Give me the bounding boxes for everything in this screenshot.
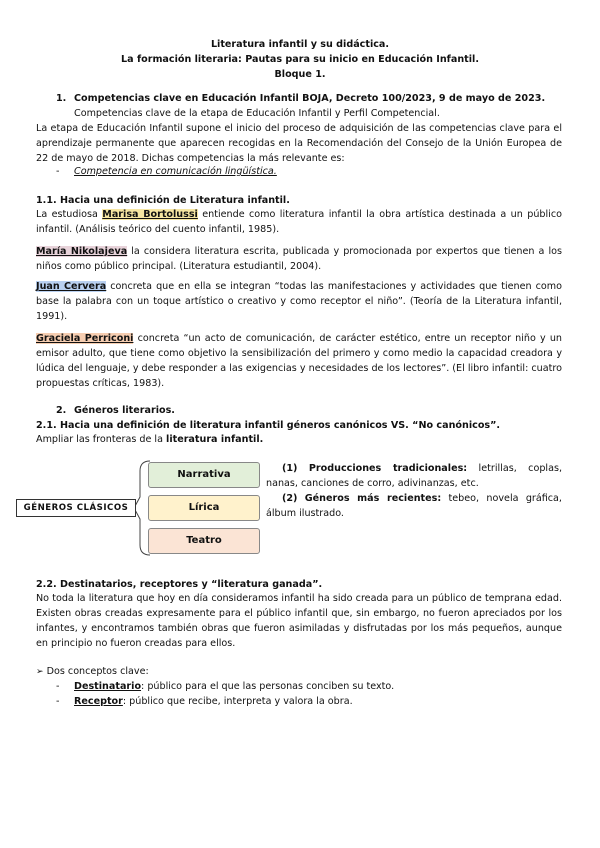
p1-pre: La estudiosa [36,209,103,220]
author-nikolajeva: María Nikolajeva [36,246,128,257]
concept1-term: Destinatario [74,681,142,692]
genre-narrativa-box: Narrativa [148,462,260,488]
section11-title: 1.1. Hacia una definición de Literatura infantil. [36,195,290,206]
section2-amp [36,432,263,447]
doc-title-line2: La formación literaria: Pautas para su inicio en Educación Infantil. [121,54,479,65]
concept2-term: Receptor [74,696,123,707]
main-genres-box: GÉNEROS CLÁSICOS [16,499,136,517]
arrow-bullet-icon: ➢ [36,667,44,677]
section1-number: 1. [56,93,67,104]
amp-bold: literatura infantil. [166,434,264,445]
note-item2-bold: Géneros más recientes: [304,493,442,504]
author-bortolussi: Marisa Bortolussi [102,209,198,220]
section1-title: Competencias clave en Educación Infantil BOJA, Decreto 100/2023, 9 de mayo de 2023. [74,93,546,104]
doc-title-line3: Bloque 1. [274,69,326,80]
genre-teatro-box: Teatro [148,528,260,554]
concept1-text: : público para el que las personas conciben su texto. [141,681,395,692]
concept2-text: : público que recibe, interpreta y valora la obra. [122,696,353,707]
concept1-dash: - [56,681,60,692]
genre-lirica-box: Lírica [148,495,260,521]
concepts-heading [36,664,149,680]
concept2-dash: - [56,696,60,707]
section11-p4 [36,331,562,391]
section11-p1 [36,207,562,237]
note-item1-text: letrillas, coplas, nanas, canciones de corro, adivinanzas, etc. [266,463,562,489]
note-item2-text: tebeo, novela gráfica, álbum ilustrado. [266,493,562,519]
doc-title-line1: Literatura infantil y su didáctica. [210,39,390,50]
section2-number: 2. [56,405,67,416]
section1-bullet: Competencia en comunicación lingüística. [74,166,277,177]
note-item2 [266,491,562,521]
author-cervera: Juan Cervera [36,281,107,292]
section1-subtitle: Competencias clave de la etapa de Educación Infantil y Perfil Competencial. [74,108,440,119]
section22-paragraph: No toda la literatura que hoy en día consideramos infantil ha sido creada para un público de temprana edad. Existen obras creadas expresamente para el público infantil que, sin embargo, no fueron apreciados por los infantes, y encontramos también obras que fueron asimiladas y disfrutadas por los más pequeños, aunque en principio no fueron creadas para ellos. [36,593,562,649]
section1-paragraph: La etapa de Educación Infantil supone el inicio del proceso de adquisición de las competencias clave para el aprendizaje permanente que aparecen recogidas en la Recomendación del Consejo de la Unión Europea de 22 de mayo de 2018. Dichas competencias la más relevante es: [36,123,562,164]
p2-post: la considera literatura escrita, publicada y promocionada por expertos que tienen a los niños como público principal. (Literatura estudiantil, 2004). [36,246,562,272]
genres-notes [266,461,562,521]
concepts-title: Dos conceptos clave: [46,666,149,677]
note-item1-bold: Producciones tradicionales: [308,463,468,474]
section11-p3 [36,279,562,324]
section1-bullet-dash: - [56,166,60,177]
amp-pre: Ampliar las fronteras de la [36,434,167,445]
section22-title: 2.2. Destinatarios, receptores y “literatura ganada”. [36,579,323,590]
note-item1-num: (1) [282,463,298,474]
p1-post: entiende como literatura infantil la obra artística destinada a un público infantil. (Análisis teórico del cuento infantil, 1985). [36,209,562,235]
section11-p2 [36,244,562,274]
p3-post: concreta que en ella se integran “todas las manifestaciones y actividades que tienen como base la palabra con un toque artístico o creativo y como receptor el niño”. (Teoría de la Literatura infantil, 1991). [36,281,562,322]
note-item1 [266,461,562,491]
section21-title: 2.1. Hacia una definición de literatura infantil géneros canónicos VS. “No canónicos”. [36,420,501,431]
concept2 [74,694,353,709]
concept1 [74,679,394,694]
author-perriconi: Graciela Perriconi [36,333,134,344]
p4-post: concreta “un acto de comunicación, de carácter estético, entre un receptor niño y un emisor adulto, que tiene como objetivo la sensibilización del primero y como medio la capacidad creadora y lúdica del lenguaje, y debe responder a las exigencias y necesidades de los lectores”. (El libro infantil: cuatro propuestas críticas, 1983). [36,333,562,389]
section2-title: Géneros literarios. [74,405,175,416]
note-item2-num: (2) [282,493,298,504]
